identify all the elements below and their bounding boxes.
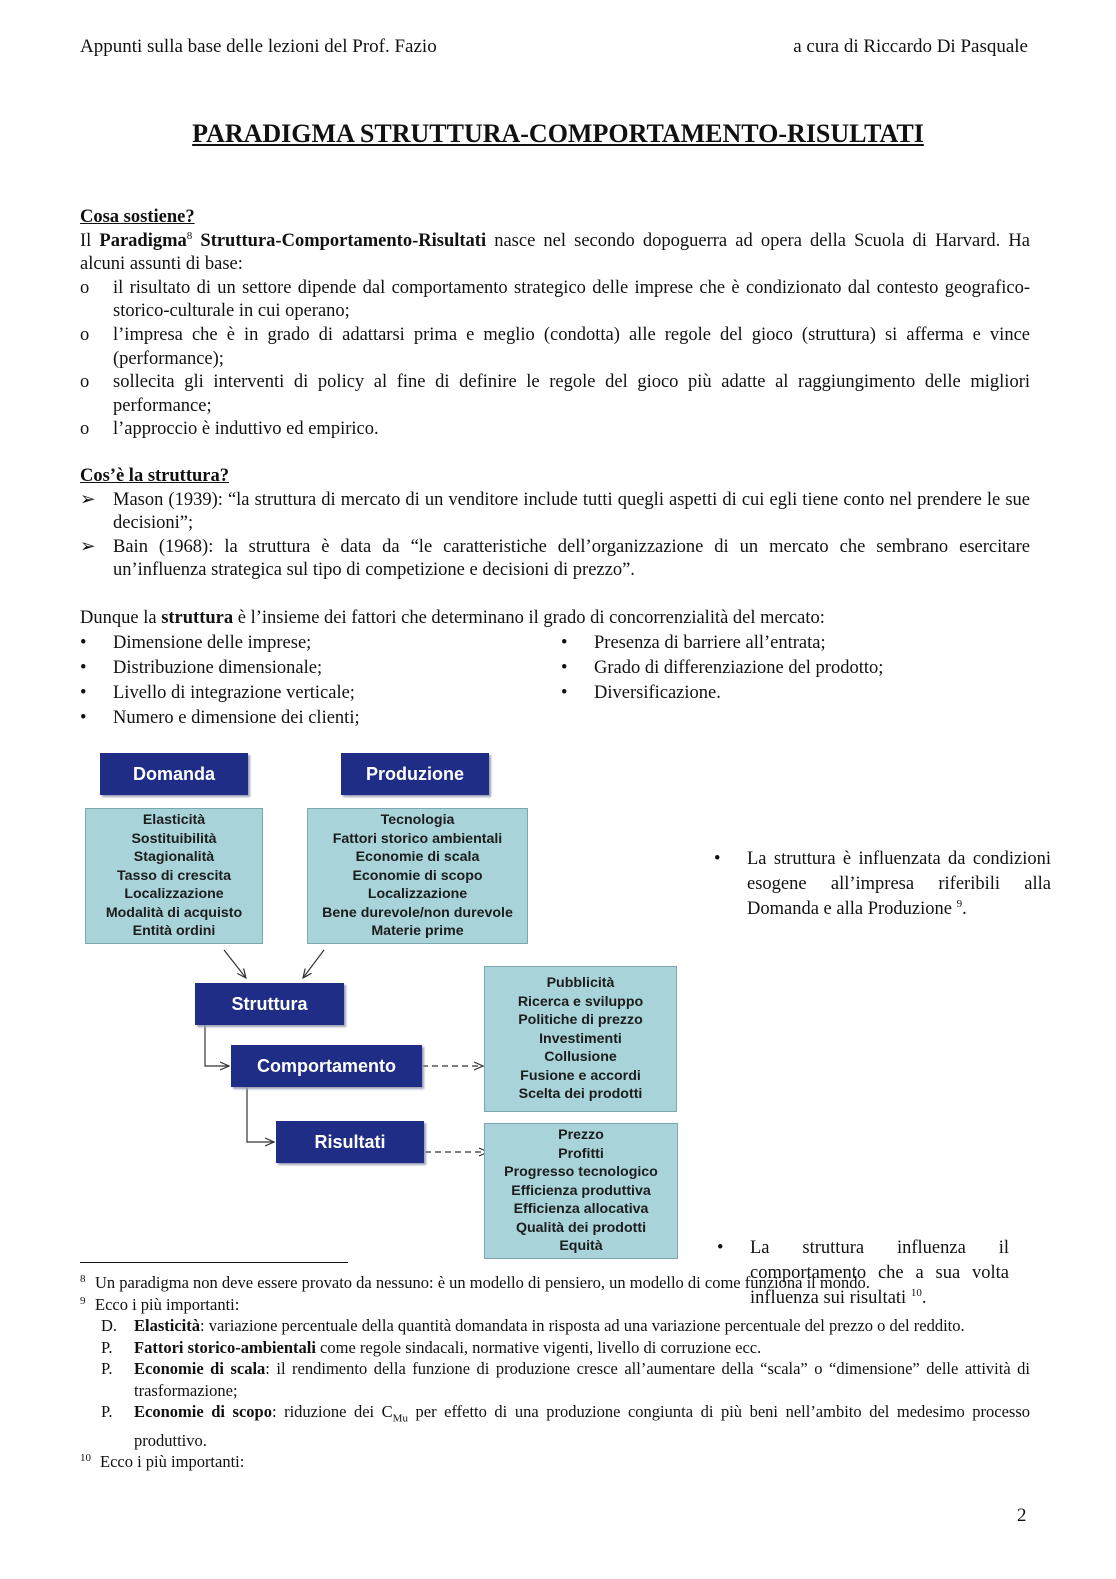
bullet-marker: •: [80, 708, 87, 728]
factor-item: Economie di scala: [355, 849, 480, 866]
list-item-text: Distribuzione dimensionale;: [113, 658, 323, 678]
factor-item: Investimenti: [539, 1030, 622, 1047]
bullet-marker: o: [80, 324, 90, 345]
comportamento-box: Comportamento: [231, 1045, 422, 1087]
list-item-text: il risultato di un settore dipende dal comportamento strategico delle imprese che è condizionato dal contesto geografico-storico-culturale in cui operano;: [113, 277, 1030, 322]
side-note-text: .: [921, 1288, 927, 1308]
footnote-item-letter: P.: [101, 1359, 113, 1378]
footnotes: [80, 1272, 1030, 1473]
factor-item: Efficienza allocativa: [513, 1201, 649, 1218]
factor-item: Sostituibilità: [131, 830, 217, 847]
page-title: PARADIGMA STRUTTURA-COMPORTAMENTO-RISULTATI: [192, 119, 924, 148]
footnote-item-letter: P.: [101, 1337, 113, 1357]
bullet-marker: •: [717, 1238, 724, 1258]
footnote-9: [80, 1294, 1030, 1316]
arrow-bullet-icon: ➢: [80, 536, 96, 557]
side-note-text: La struttura influenza il comportamento che a sua volta influenza sui risultati: [750, 1238, 1009, 1308]
factor-item: Bene durevole/non durevole: [322, 904, 513, 921]
footnote-item: [80, 1401, 1030, 1451]
factor-item: Efficienza produttiva: [511, 1182, 651, 1199]
footnote-number: 10: [80, 1452, 91, 1465]
side-note-1: [714, 847, 1051, 922]
factor-item: Tecnologia: [380, 811, 455, 828]
produzione-box: Produzione: [341, 753, 489, 795]
factor-item: Elasticità: [142, 811, 206, 828]
domanda-box: Domanda: [100, 753, 248, 795]
factor-item: Qualità dei prodotti: [515, 1219, 647, 1236]
factor-item: Pubblicità: [546, 974, 615, 991]
footnote-text: Un paradigma non deve essere provato da nessuno: è un modello di pensiero, un modello di come funziona il mondo.: [95, 1273, 870, 1292]
footnote-number: 9: [80, 1294, 86, 1307]
side-note-text: La struttura è influenzata da condizioni esogene all’impresa riferibili alla Domanda e alla Produzione: [747, 849, 1051, 919]
header-right: a cura di Riccardo Di Pasquale: [793, 36, 1028, 57]
footnote-item-text: : variazione percentuale della quantità domandata in risposta ad una variazione percentuale del prezzo o del reddito.: [200, 1316, 965, 1335]
footnote-ref: 10: [910, 1286, 922, 1299]
section-heading: Cos’è la struttura?: [80, 466, 230, 486]
footnote-separator: [80, 1262, 348, 1263]
list-item-text: Presenza di barriere all’entrata;: [594, 633, 826, 653]
side-note-text: .: [962, 899, 967, 919]
factor-item: Profitti: [558, 1145, 604, 1162]
footnote-item-text: per effetto di una produzione congiunta di più beni nell’ambito del medesimo processo produttivo.: [134, 1402, 1031, 1450]
factor-item: Localizzazione: [367, 886, 468, 903]
struttura-box: Struttura: [195, 983, 344, 1025]
factor-item: Scelta dei prodotti: [518, 1086, 643, 1103]
intro-text: nasce nel secondo dopoguerra ad opera della Scuola di Harvard. Ha alcuni assunti di base:: [80, 230, 1030, 275]
arrow-struttura-to-comportamento: [205, 1025, 229, 1066]
risultati-factors-box: [484, 1123, 678, 1259]
footnote-10: [80, 1451, 1030, 1473]
intro-text: Il: [80, 230, 100, 251]
list-item-text: Numero e dimensione dei clienti;: [113, 708, 360, 728]
paragraph-bold: struttura: [161, 608, 234, 628]
factor-item: Prezzo: [558, 1126, 604, 1143]
footnote-text: Ecco i più importanti:: [95, 1294, 240, 1314]
footnote-item-text: : riduzione dei C: [271, 1402, 393, 1421]
arrow-produzione-to-struttura: [303, 950, 324, 978]
footnote-item-text: come regole sindacali, normative vigenti, livello di corruzione ecc.: [315, 1337, 762, 1357]
bullet-marker: o: [80, 419, 90, 440]
footnote-subscript: Mu: [392, 1412, 408, 1425]
factor-item: Modalità di acquisto: [105, 904, 243, 921]
bullet-marker: •: [80, 658, 87, 678]
list-item-text: Dimensione delle imprese;: [113, 633, 312, 653]
list-item-text: sollecita gli interventi di policy al fine di definire le regole del gioco più adatte al raggiungimento delle migliori performance;: [113, 372, 1030, 416]
arrow-domanda-to-struttura: [224, 950, 246, 978]
list-item-text: Mason (1939): “la struttura di mercato di un venditore include tutti quegli aspetti di cui egli tiene conto nel prendere le sue decisioni”;: [113, 489, 1030, 534]
footnote-item-bold: Economie di scopo: [134, 1402, 272, 1421]
factor-item: Entità ordini: [132, 923, 216, 940]
intro-bold: Paradigma: [99, 230, 187, 251]
paragraph-text: Dunque la: [80, 608, 162, 628]
factor-item: Fattori storico ambientali: [332, 830, 503, 847]
footnote-item: [80, 1358, 1030, 1401]
footnote-ref: 8: [186, 229, 193, 242]
footnote-item-letter: P.: [101, 1402, 113, 1421]
footnote-item-letter: D.: [101, 1316, 118, 1335]
factor-item: Stagionalità: [133, 849, 215, 866]
footnote-8: [80, 1272, 1030, 1294]
factor-item: Economie di scopo: [352, 867, 483, 884]
factor-item: Collusione: [544, 1049, 617, 1066]
footnote-item: [80, 1337, 1030, 1359]
domanda-factors-box: [85, 808, 263, 944]
produzione-factors-box: [307, 808, 528, 944]
comportamento-factors-box: [484, 966, 677, 1112]
bullet-marker: •: [561, 683, 568, 703]
footnote-ref: 9: [956, 897, 963, 910]
factor-item: Localizzazione: [124, 886, 224, 903]
factor-item: Progresso tecnologico: [504, 1164, 658, 1181]
intro-bold: Struttura-Comportamento-Risultati: [192, 230, 487, 251]
factor-item: Politiche di prezzo: [518, 1012, 643, 1029]
list-item-text: l’approccio è induttivo ed empirico.: [113, 419, 379, 440]
arrow-comportamento-to-risultati: [247, 1087, 274, 1142]
bullet-marker: o: [80, 372, 90, 393]
footnote-item-bold: Fattori storico-ambientali: [134, 1337, 316, 1357]
risultati-box: Risultati: [276, 1121, 424, 1163]
list-item-text: Livello di integrazione verticale;: [113, 683, 355, 703]
arrow-bullet-icon: ➢: [80, 489, 96, 510]
list-item-text: l’impresa che è in grado di adattarsi prima e meglio (condotta) alle regole del gioco (struttura) si afferma e vince (performance);: [113, 324, 1030, 369]
bullet-marker: •: [80, 633, 87, 653]
list-item-text: Bain (1968): la struttura è data da “le caratteristiche dell’organizzazione di un mercato che sembrano esercitare un’influenza strategica sul tipo di competizione e decisioni di prezzo”.: [113, 536, 1030, 581]
factor-item: Materie prime: [371, 923, 464, 940]
footnote-item-text: : il rendimento della funzione di produzione cresce all’aumentare della “scala” o “dimensione” delle attività di trasformazione;: [134, 1359, 1030, 1400]
paragraph-text: è l’insieme dei fattori che determinano il grado di concorrenzialità del mercato:: [233, 608, 825, 628]
list-item-text: Grado di differenziazione del prodotto;: [594, 658, 884, 678]
factor-item: Tasso di crescita: [116, 867, 232, 884]
bullet-marker: •: [561, 658, 568, 678]
factor-item: Equità: [559, 1238, 603, 1255]
section-heading: Cosa sostiene?: [80, 207, 195, 227]
footnote-item-bold: Elasticità: [134, 1316, 200, 1335]
bullet-marker: o: [80, 277, 90, 298]
footnote-text: Ecco i più importanti:: [100, 1452, 245, 1472]
header-left: Appunti sulla base delle lezioni del Prof. Fazio: [80, 36, 437, 57]
page-number: 2: [1017, 1505, 1027, 1526]
bullet-marker: •: [561, 633, 568, 653]
factor-item: Ricerca e sviluppo: [517, 993, 644, 1010]
list-item-text: Diversificazione.: [594, 683, 721, 703]
footnote-item-bold: Economie di scala: [134, 1359, 266, 1378]
bullet-marker: •: [80, 683, 87, 703]
bullet-marker: •: [714, 849, 721, 869]
footnote-number: 8: [80, 1273, 86, 1285]
footnote-item: [80, 1315, 1030, 1337]
factor-item: Fusione e accordi: [520, 1067, 641, 1084]
